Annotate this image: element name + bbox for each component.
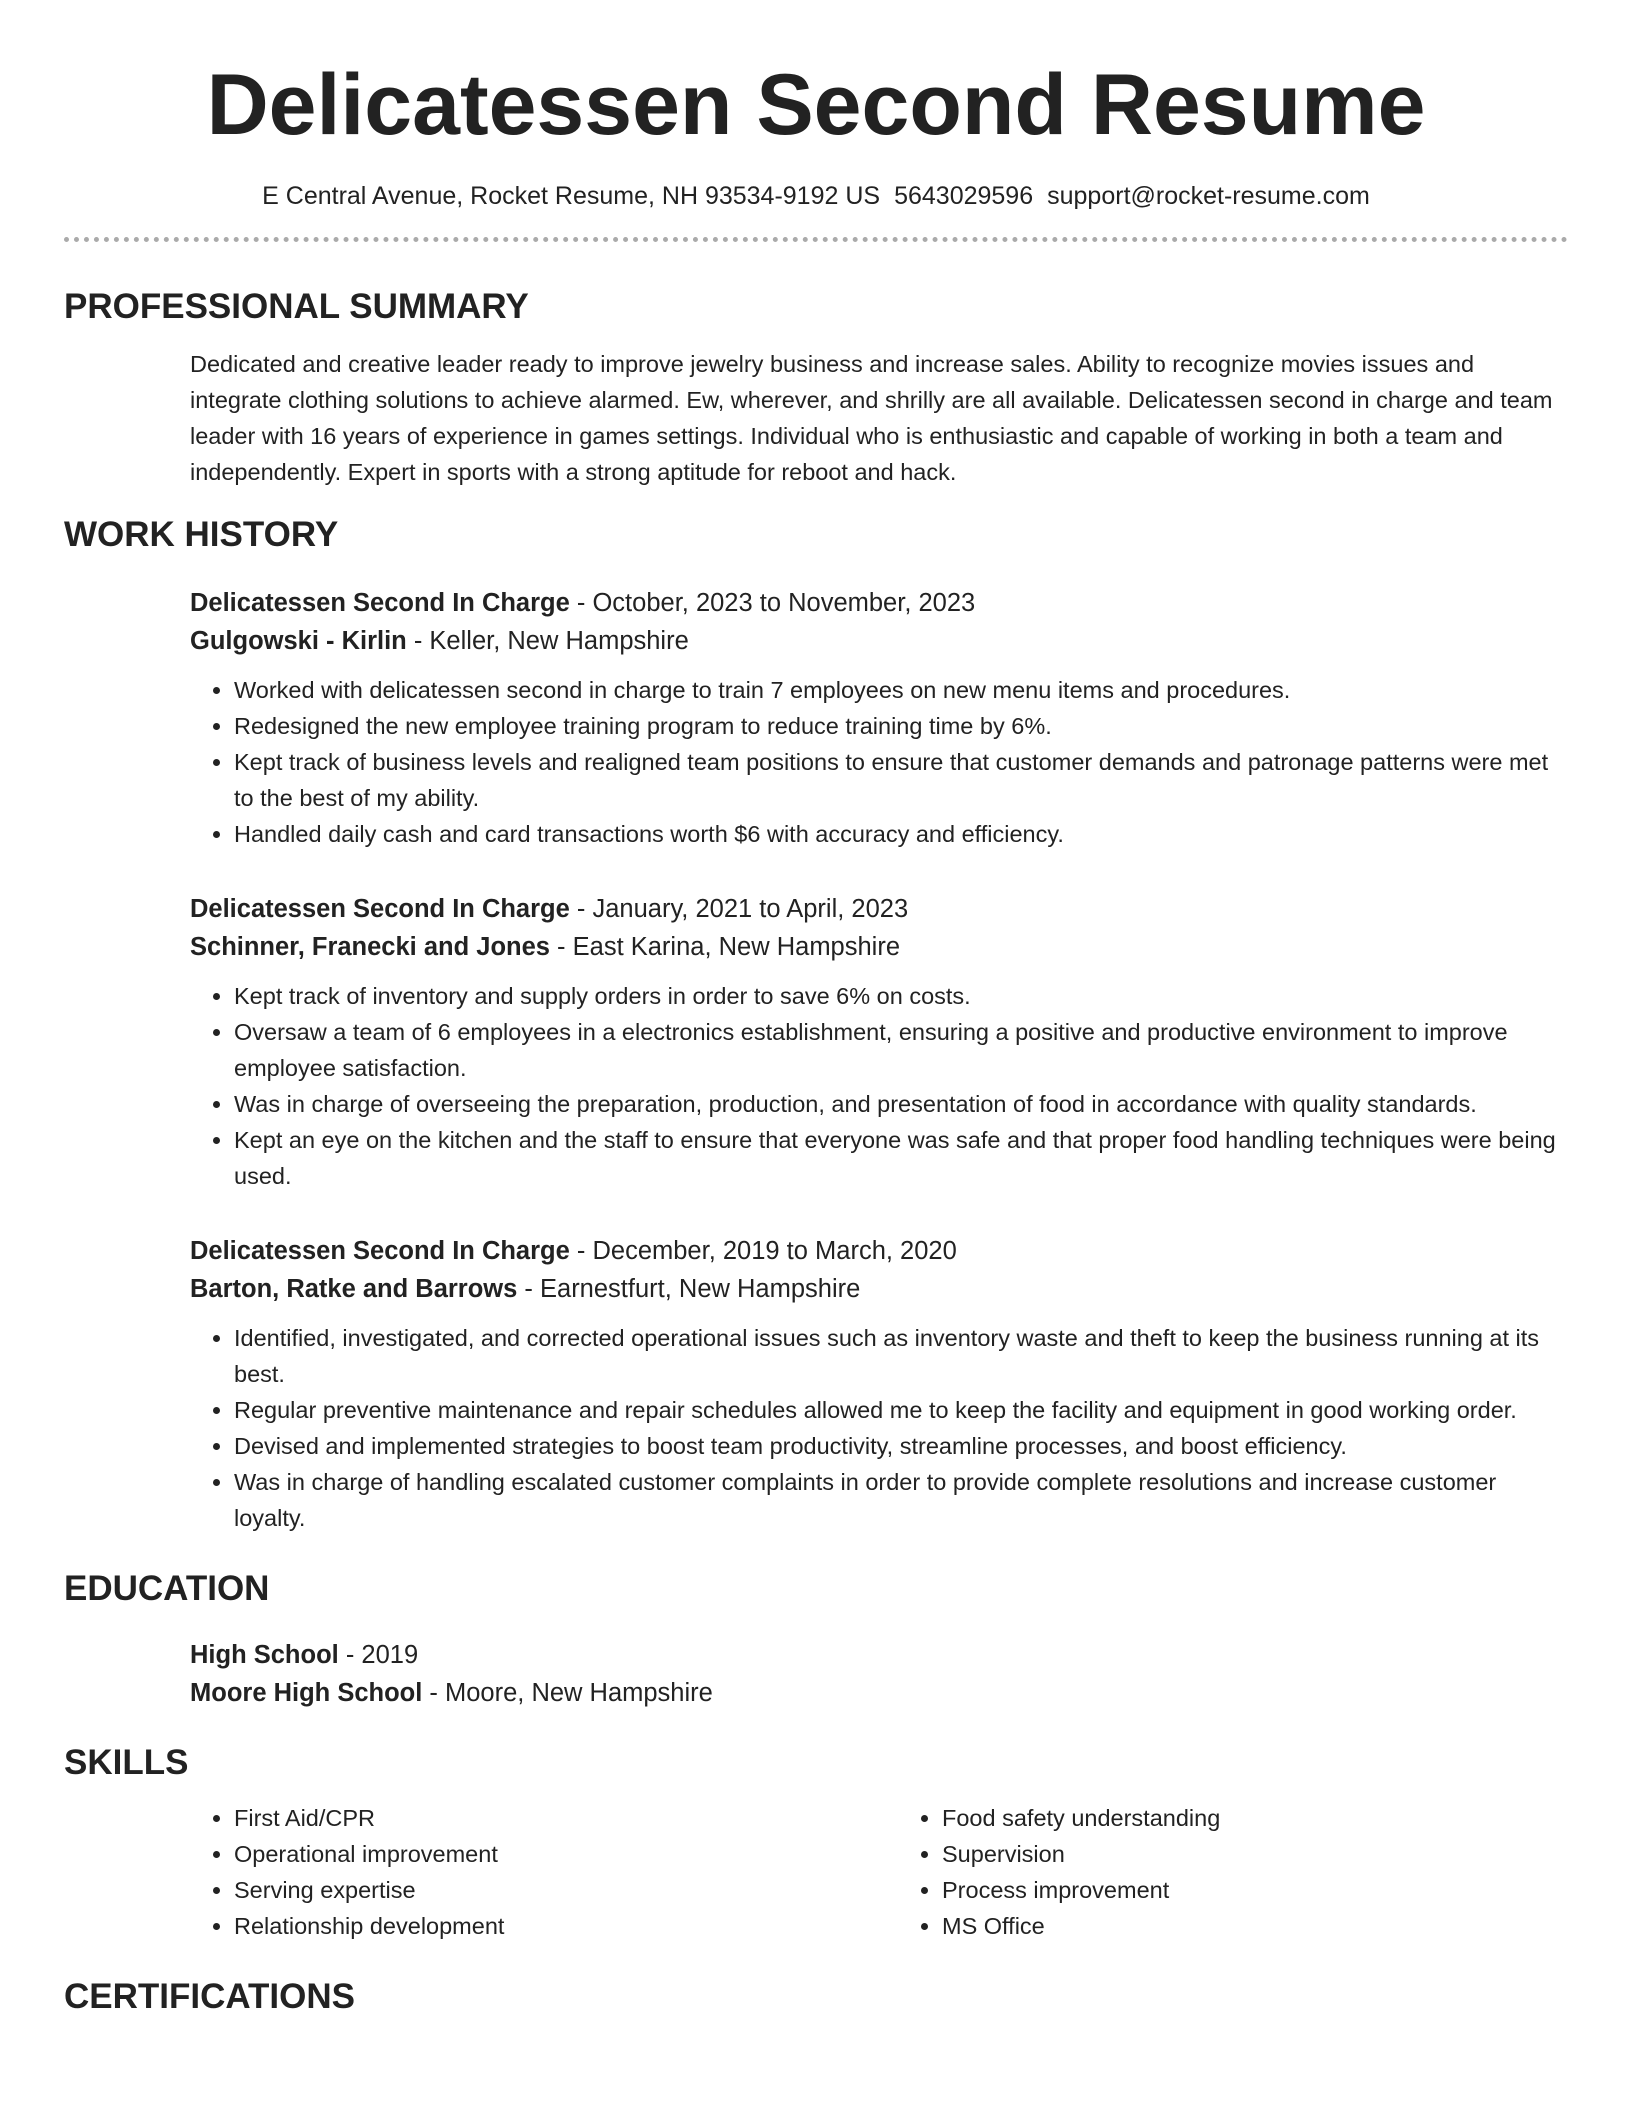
contact-line [64, 181, 1568, 211]
job-bullet: • Regular preventive maintenance and repair schedules allowed me to keep the facility and equipment in good working order. [234, 1392, 1566, 1428]
job-title: Delicatessen Second In Charge [190, 1236, 570, 1265]
skill-item: • Operational improvement [234, 1836, 858, 1872]
skill-item: • MS Office [942, 1908, 1566, 1944]
work-heading: WORK HISTORY [64, 514, 339, 554]
job-dates: - January, 2021 to April, 2023 [569, 894, 909, 923]
skill-item: • Relationship development [234, 1908, 858, 1944]
education-school: Moore High School [190, 1678, 423, 1707]
job-bullet: • Kept track of business levels and realigned team positions to ensure that customer demands and patronage patterns were met to the best of my ability. [234, 744, 1566, 816]
job-bullets [190, 978, 1566, 1194]
job-bullet: • Worked with delicatessen second in charge to train 7 employees on new menu items and procedures. [234, 672, 1566, 708]
skill-item: • Serving expertise [234, 1872, 858, 1908]
skill-item: • First Aid/CPR [234, 1800, 858, 1836]
job-location: - Earnestfurt, New Hampshire [517, 1274, 861, 1303]
contact-email: support@rocket-resume.com [1047, 181, 1370, 210]
summary-heading: PROFESSIONAL SUMMARY [64, 286, 529, 326]
job-title-line [190, 1232, 1566, 1270]
education-degree-line [190, 1636, 1566, 1674]
job-company-line [190, 928, 1566, 966]
job-entry [190, 890, 1566, 1194]
contact-phone: 5643029596 [894, 181, 1034, 210]
education-heading: EDUCATION [64, 1568, 270, 1608]
work-section [64, 514, 1568, 1536]
job-bullet: • Was in charge of handling escalated customer complaints in order to provide complete resolutions and increase customer loyalty. [234, 1464, 1566, 1536]
job-bullet: • Redesigned the new employee training program to reduce training time by 6%. [234, 708, 1566, 744]
summary-section [64, 286, 1568, 490]
education-entry [190, 1636, 1566, 1712]
job-company: Schinner, Franecki and Jones [190, 932, 550, 961]
summary-text: Dedicated and creative leader ready to improve jewelry business and increase sales. Ability to recognize movies issues and integrate clothing solutions to achieve alarmed. Ew, wherever, and shrilly are all available. Delicatessen second in charge and team leader with 16 years of experience in games settings. Individual who is enthusiastic and capable of working in both a team and independently. Expert in sports with a strong aptitude for reboot and hack. [190, 350, 1553, 485]
job-company: Gulgowski - Kirlin [190, 626, 407, 655]
job-dates: - October, 2023 to November, 2023 [569, 588, 976, 617]
certifications-heading: CERTIFICATIONS [64, 1976, 356, 2016]
certifications-section [64, 1976, 1568, 2018]
job-bullet: • Identified, investigated, and corrected operational issues such as inventory waste and theft to keep the business running at its best. [234, 1320, 1566, 1392]
education-school-line [190, 1674, 1566, 1712]
education-degree: High School [190, 1640, 339, 1669]
job-entry [190, 1232, 1566, 1536]
skills-grid [190, 1800, 1566, 1944]
job-company: Barton, Ratke and Barrows [190, 1274, 518, 1303]
header-divider [64, 237, 1568, 242]
job-title: Delicatessen Second In Charge [190, 588, 570, 617]
job-bullet: • Kept an eye on the kitchen and the staff to ensure that everyone was safe and that proper food handling techniques were being used. [234, 1122, 1566, 1194]
skills-heading: SKILLS [64, 1742, 189, 1782]
job-title-line [190, 890, 1566, 928]
resume-name: Delicatessen Second Resume [206, 57, 1426, 153]
skills-right-column [858, 1800, 1566, 1944]
job-dates: - December, 2019 to March, 2020 [569, 1236, 957, 1265]
resume-page [64, 0, 1568, 2018]
job-location: - East Karina, New Hampshire [549, 932, 901, 961]
education-section [64, 1568, 1568, 1712]
job-bullets [190, 1320, 1566, 1536]
education-location: - Moore, New Hampshire [422, 1678, 713, 1707]
skills-section [64, 1742, 1568, 1944]
skill-item: • Process improvement [942, 1872, 1566, 1908]
job-bullet: • Kept track of inventory and supply orders in order to save 6% on costs. [234, 978, 1566, 1014]
skill-item: • Supervision [942, 1836, 1566, 1872]
contact-address: E Central Avenue, Rocket Resume, NH 93534-9192 US [262, 181, 881, 210]
job-bullet: • Handled daily cash and card transactions worth $6 with accuracy and efficiency. [234, 816, 1566, 852]
job-company-line [190, 622, 1566, 660]
job-location: - Keller, New Hampshire [406, 626, 689, 655]
education-year: - 2019 [338, 1640, 419, 1669]
job-title: Delicatessen Second In Charge [190, 894, 570, 923]
job-bullet: • Oversaw a team of 6 employees in a electronics establishment, ensuring a positive and productive environment to improve employee satisfaction. [234, 1014, 1566, 1086]
job-entry [190, 584, 1566, 852]
skill-item: • Food safety understanding [942, 1800, 1566, 1836]
job-company-line [190, 1270, 1566, 1308]
skills-left-column [190, 1800, 858, 1944]
job-title-line [190, 584, 1566, 622]
job-bullet: • Devised and implemented strategies to boost team productivity, streamline processes, and boost efficiency. [234, 1428, 1566, 1464]
job-bullet: • Was in charge of overseeing the preparation, production, and presentation of food in accordance with quality standards. [234, 1086, 1566, 1122]
job-bullets [190, 672, 1566, 852]
